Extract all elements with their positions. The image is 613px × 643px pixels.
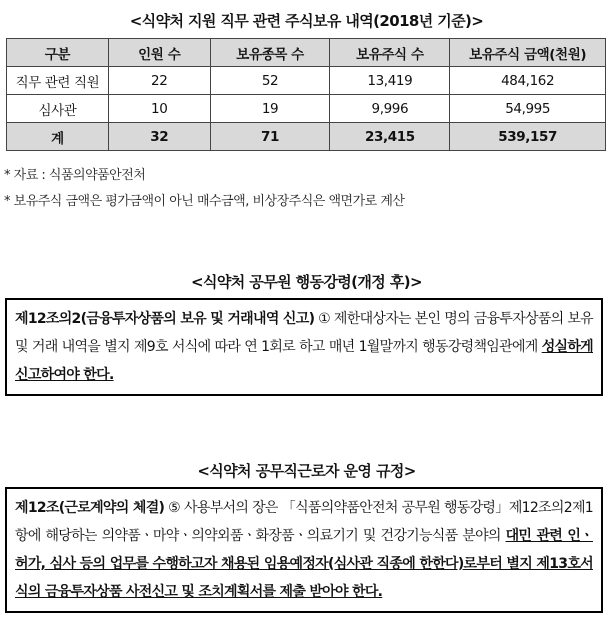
section2-article-body: ⑤ 사용부서의 장은 「식품의약품안전처 공무원 행동강령」제12조의2제1항에 해당하는 의약품ㆍ마약ㆍ의약외품ㆍ화장품ㆍ의료기기 및 건강기능식품 분야의 (15, 500, 593, 544)
cell-total-stock-items: 71 (210, 123, 330, 151)
section1-clause-box (5, 298, 603, 396)
section1-article-heading: 제12조의2(금융투자상품의 보유 및 거래내역 신고) (15, 311, 315, 327)
cell-headcount: 22 (108, 67, 210, 95)
cell-amount: 484,162 (450, 67, 606, 95)
cell-shares: 9,996 (330, 95, 450, 123)
table-header-row (7, 39, 606, 67)
header-category: 구분 (7, 39, 109, 67)
cell-total-headcount: 32 (108, 123, 210, 151)
cell-stock-items: 52 (210, 67, 330, 95)
cell-headcount: 10 (108, 95, 210, 123)
section2-article-emphasis: 대민 관련 인ㆍ허가, 심사 등의 업무를 수행하고자 채용된 임용예정자(심사관 직종에 한한다)로부터 별지 제13호서식의 금융투자상품 사전신고 및 조치계획서를 제출 받아야 한다. (15, 528, 593, 600)
section2-article-heading: 제12조(근로계약의 체결) (15, 500, 165, 516)
calculation-note: * 보유주식 금액은 평가금액이 아닌 매수금액, 비상장주식은 액면가로 계산 (4, 194, 405, 209)
cell-category: 직무 관련 직원 (7, 67, 109, 95)
header-headcount: 인원 수 (108, 39, 210, 67)
section1-title: <식약처 공무원 행동강령(개정 후)> (191, 273, 422, 291)
section2-title: <식약처 공무직근로자 운영 규정> (197, 462, 416, 480)
section1-article-body: ① 제한대상자는 본인 명의 금융투자상품의 보유 및 거래 내역을 별지 제9호 서식에 따라 연 1회로 하고 매년 1월말까지 행동강령책임관에게 (15, 311, 593, 355)
table-title: <식약처 지원 직무 관련 주식보유 내역(2018년 기준)> (129, 12, 484, 30)
cell-total-label: 계 (7, 123, 109, 151)
cell-shares: 13,419 (330, 67, 450, 95)
table-row (7, 95, 606, 123)
cell-category: 심사관 (7, 95, 109, 123)
section2-clause-box (5, 487, 603, 613)
cell-total-shares: 23,415 (330, 123, 450, 151)
stock-holdings-table (6, 38, 606, 151)
cell-amount: 54,995 (450, 95, 606, 123)
cell-total-amount: 539,157 (450, 123, 606, 151)
header-shares: 보유주식 수 (330, 39, 450, 67)
table-row (7, 67, 606, 95)
table-total-row (7, 123, 606, 151)
header-stock-items: 보유종목 수 (210, 39, 330, 67)
section1-article-emphasis: 성실하게 신고하여야 한다. (15, 339, 593, 383)
source-note: * 자료 : 식품의약품안전처 (4, 168, 146, 183)
cell-stock-items: 19 (210, 95, 330, 123)
header-amount: 보유주식 금액(천원) (450, 39, 606, 67)
